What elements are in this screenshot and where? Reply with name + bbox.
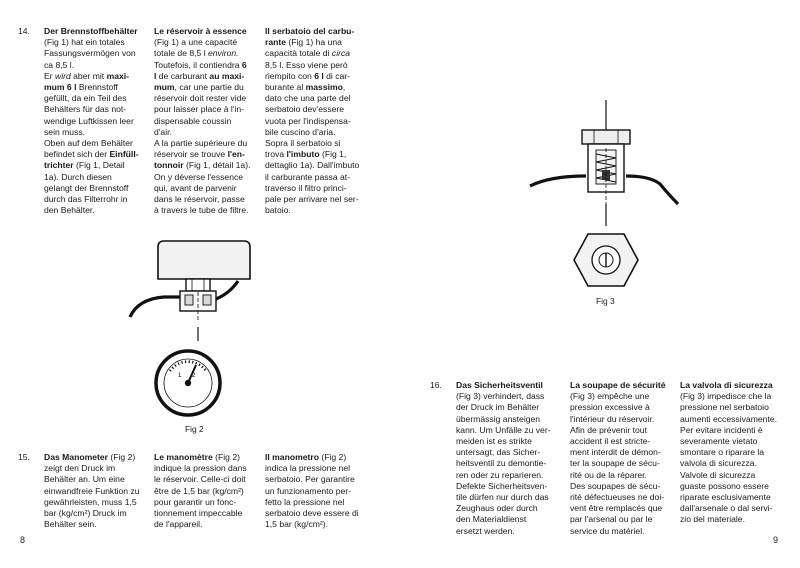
gauge-label-1: 1 [178, 373, 182, 379]
section-14-text-de: Der Brennstoffbehälter (Fig 1) hat ein totales Fassungsvermögen von ca 8,5 l. Er wird aber mit maxi- mum 6 l Brennstoff gefüllt, da ein Teil des Behälters für das not- wendige Luftkissen leer sein muss. Oben auf dem Behälter befindet sich der Einfüll- trichter (Fig 1, Detail 1a). Durch diesen gelangt der Brennstoff durch das Filterrohr in den Behälter. [44, 26, 139, 216]
section-16-text-it: La valvola di sicurezza (Fig 3) impedisce che la pressione nel serbatoio aumenti eccessivamente. Per evitare incidenti è severamente vietato smontare o riparare la valvola di sicurezza. Valvole di sicurezza guaste possono essere riparate esclusivamente dall'arsenale o dal servi- zio del materiale. [680, 380, 777, 525]
gauge-fitting [180, 279, 216, 321]
fig3-illustration [530, 100, 700, 290]
gauge-hose [130, 297, 180, 317]
section-14-text-fr: Le réservoir à essence (Fig 1) a une capacité totale de 8,5 l environ. Toutefois, il contiendra 6 l de carburant au maxi- mum, car une partie du réservoir doit rester vide pour laisser place à l'in- dispensable coussin d'air. A la partie supérieure du réservoir se trouve l'en- tonnoir (Fig 1, détail 1a). On y déverse l'essence qui, avant de parvenir dans le réservoir, passe à travers le tube de filtre. [154, 26, 251, 216]
section-16-text-de: Das Sicherheitsventil (Fig 3) verhindert, dass der Druck im Behälter übermässig ansteigen kann. Um Unfälle zu ver- meiden ist es strikte untersagt, das Sicher- heitsventil zu demontie- ren oder zu reparieren. Defekte Sicherheitsven- tile dürfen nur durch das Zeughaus oder durch den Materialdienst ersetzt werden. [456, 380, 551, 536]
gauge-label-2: 2 [192, 373, 196, 379]
section-15-text-fr: Le manomètre (Fig 2) indique la pression dans le réservoir. Celle-ci doit être de 1,5 bar (kg/cm²) pour garantir un fonc- tionnement impeccable de l'appareil. [154, 452, 247, 530]
valve-body [582, 130, 630, 204]
section-16-text-fr: La soupape de sécurité (Fig 3) empêche une pression excessive à l'intérieur du réservoir. Afin de prévenir tout accident il est stricte- ment interdit de démon- ter la soupape de sécu- rité ou de la réparer. Des soupapes de sécu- rité défectueuses ne doi- vent être remplacés que par l'arsenal ou par le service du matériel. [570, 380, 666, 536]
gauge-dial [156, 351, 220, 415]
page-number-right: 9 [773, 535, 779, 545]
section-15-text-it: Il manometro (Fig 2) indica la pressione nel serbatoio. Per garantire un funzionamento per- fetto la pressione nel serbatoio deve essere di 1,5 bar (kg/cm²). [265, 452, 359, 530]
section-15-text-de: Das Manometer (Fig 2) zeigt den Druck im Behälter an. Um eine einwandfreie Funktion zu gewährleisten, muss 1,5 bar (kg/cm²) Druck im Behälter sein. [44, 452, 140, 530]
fig2-illustration [130, 235, 290, 435]
fig3-caption: Fig 3 [596, 296, 615, 306]
page-number-left: 8 [20, 535, 26, 545]
valve-hose [530, 176, 586, 186]
section-14-text-it: Il serbatoio del carbu- rante (Fig 1) ha una capacità totale di circa 8,5 l. Esso viene però riempito con 6 l di car- burante al massimo, dato che una parte del serbatoio dev'essere vuota per l'indispensa- bile cuscino d'aria. Sopra il serbatoio si trova l'imbuto (Fig 1, dettaglio 1a). Dall'imbuto il carburante passa at- traverso il filtro princi- pale per arrivare nel ser- batoio. [265, 26, 360, 216]
valve-hex-nut [574, 234, 638, 286]
fig2-caption: Fig 2 [185, 424, 204, 434]
section-16-number: 16. [430, 380, 442, 390]
section-14-number: 14. [18, 26, 30, 36]
gauge-knob [158, 241, 250, 279]
section-15-number: 15. [18, 452, 30, 462]
